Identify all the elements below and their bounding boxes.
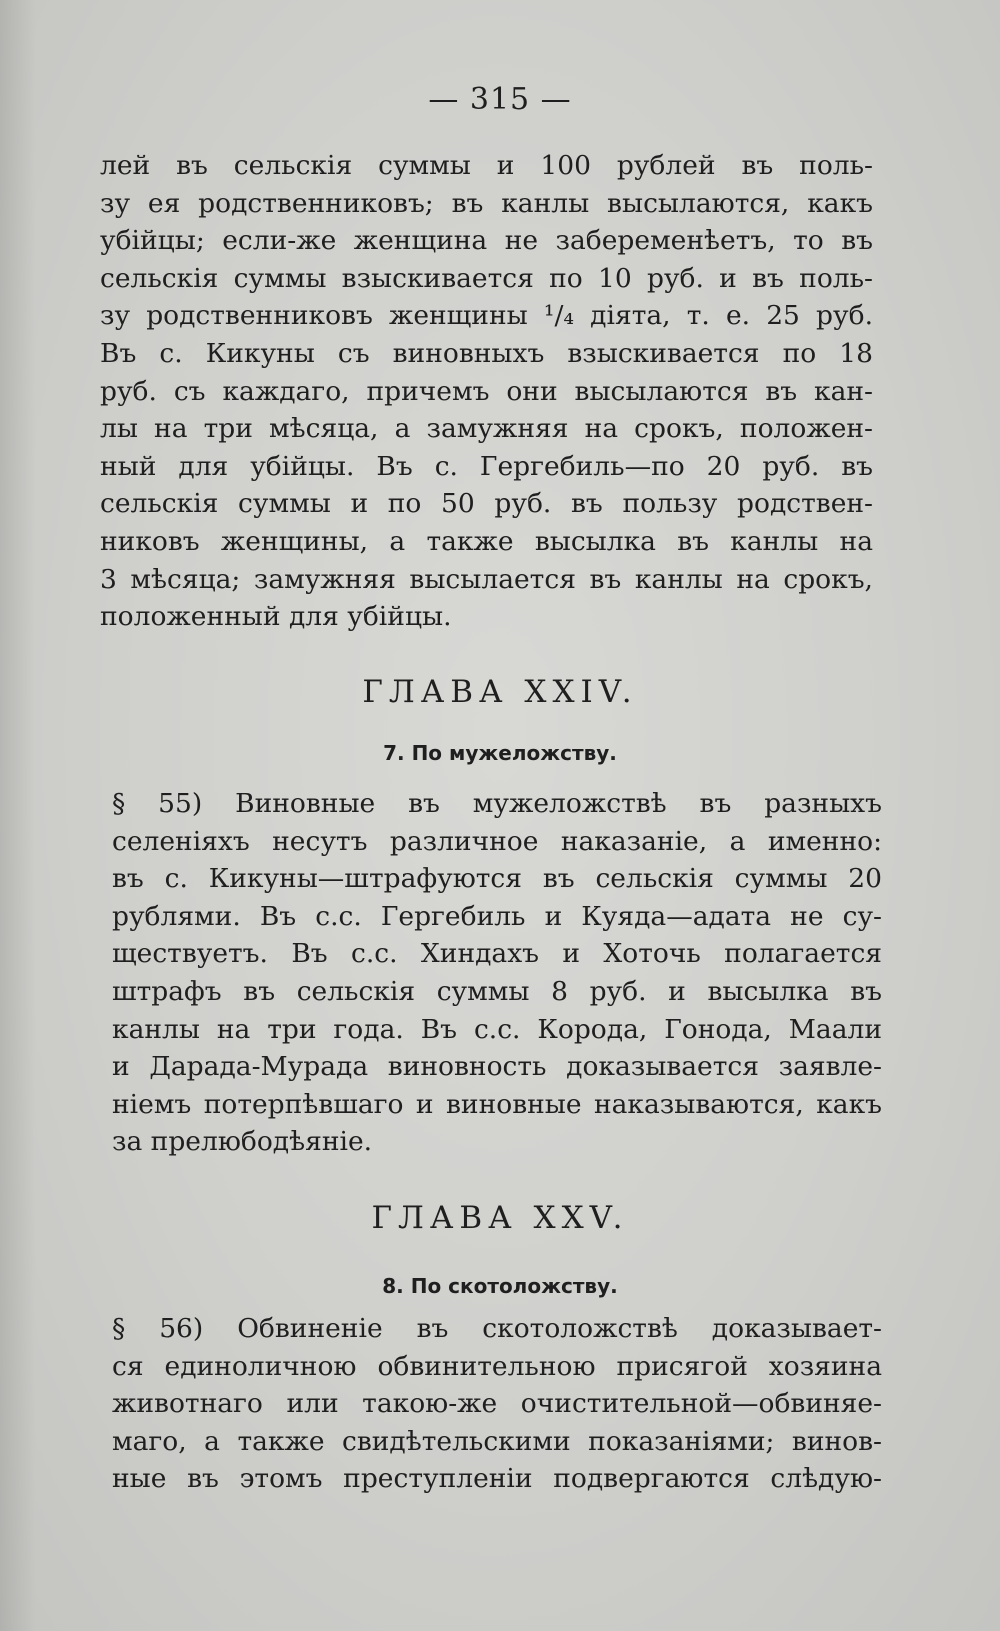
text-line: сельскія суммы и по 50 руб. въ пользу родствен-: [100, 488, 873, 520]
text-line: положенный для убійцы.: [100, 601, 452, 633]
paragraph-3: [112, 1310, 882, 1498]
text-line: сельскія суммы взыскивается по 10 руб. и въ поль-: [100, 262, 873, 294]
page-number: — 315 —: [428, 82, 572, 117]
chapter-title: ГЛАВА XXIV.: [362, 674, 638, 710]
text-line: ный для убійцы. Въ с. Гергебиль—по 20 руб. въ: [100, 450, 873, 482]
section-heading: 8. По скотоложству.: [382, 1274, 618, 1298]
chapter-title: ГЛАВА XXV.: [371, 1200, 629, 1236]
text-line: никовъ женщины, а также высылка въ канлы на: [100, 525, 873, 557]
section-heading: 7. По мужеложству.: [383, 741, 617, 765]
page-binding-shadow: [0, 0, 36, 1631]
text-line: штрафъ въ сельскія суммы 8 руб. и высылка въ: [112, 975, 882, 1007]
text-line: канлы на три года. Въ с.с. Корода, Гонода, Маали: [112, 1013, 882, 1045]
text-line: за прелюбодѣяніе.: [112, 1126, 373, 1158]
text-line: 3 мѣсяца; замужняя высылается въ канлы на срокъ,: [100, 563, 873, 595]
text-line: селеніяхъ несутъ различное наказаніе, а именно:: [112, 825, 882, 857]
text-line: лы на три мѣсяца, а замужняя на срокъ, положен-: [100, 413, 873, 445]
text-line: ные въ этомъ преступленіи подвергаются слѣдую-: [112, 1463, 882, 1495]
text-line: ніемъ потерпѣвшаго и виновные наказываются, какъ: [112, 1088, 882, 1120]
text-line: и Дарада-Мурада виновность доказывается заявле-: [112, 1051, 882, 1083]
text-line: Въ с. Кикуны съ виновныхъ взыскивается по 18: [100, 337, 873, 369]
paragraph-2: [112, 785, 882, 1161]
text-line: животнаго или такою-же очистительной—обвиняе-: [112, 1388, 882, 1420]
text-line: § 55) Виновные въ мужеложствѣ въ разныхъ: [112, 788, 882, 819]
paragraph-1: [100, 147, 873, 636]
text-line: руб. съ каждаго, причемъ они высылаются въ кан-: [100, 375, 873, 407]
text-line: въ с. Кикуны—штрафуются въ сельскія суммы 20: [112, 863, 882, 895]
text-line: зу ея родственниковъ; въ канлы высылаются, какъ: [100, 187, 873, 219]
text-line: зу родственниковъ женщины ¹/₄ діята, т. е. 25 руб.: [100, 300, 873, 332]
text-line: ся единоличною обвинительною присягой хозяина: [112, 1350, 882, 1382]
text-line: маго, а также свидѣтельскими показаніями; винов-: [112, 1425, 882, 1457]
text-line: рублями. Въ с.с. Гергебиль и Куяда—адата не су-: [112, 900, 882, 932]
text-line: § 56) Обвиненіе въ скотоложствѣ доказывает-: [112, 1313, 882, 1344]
text-line: лей въ сельскія суммы и 100 рублей въ поль-: [100, 150, 873, 181]
text-line: ществуетъ. Въ с.с. Хиндахъ и Хоточь полагается: [112, 938, 882, 970]
text-line: убійцы; если-же женщина не забеременѣетъ, то въ: [100, 225, 873, 257]
